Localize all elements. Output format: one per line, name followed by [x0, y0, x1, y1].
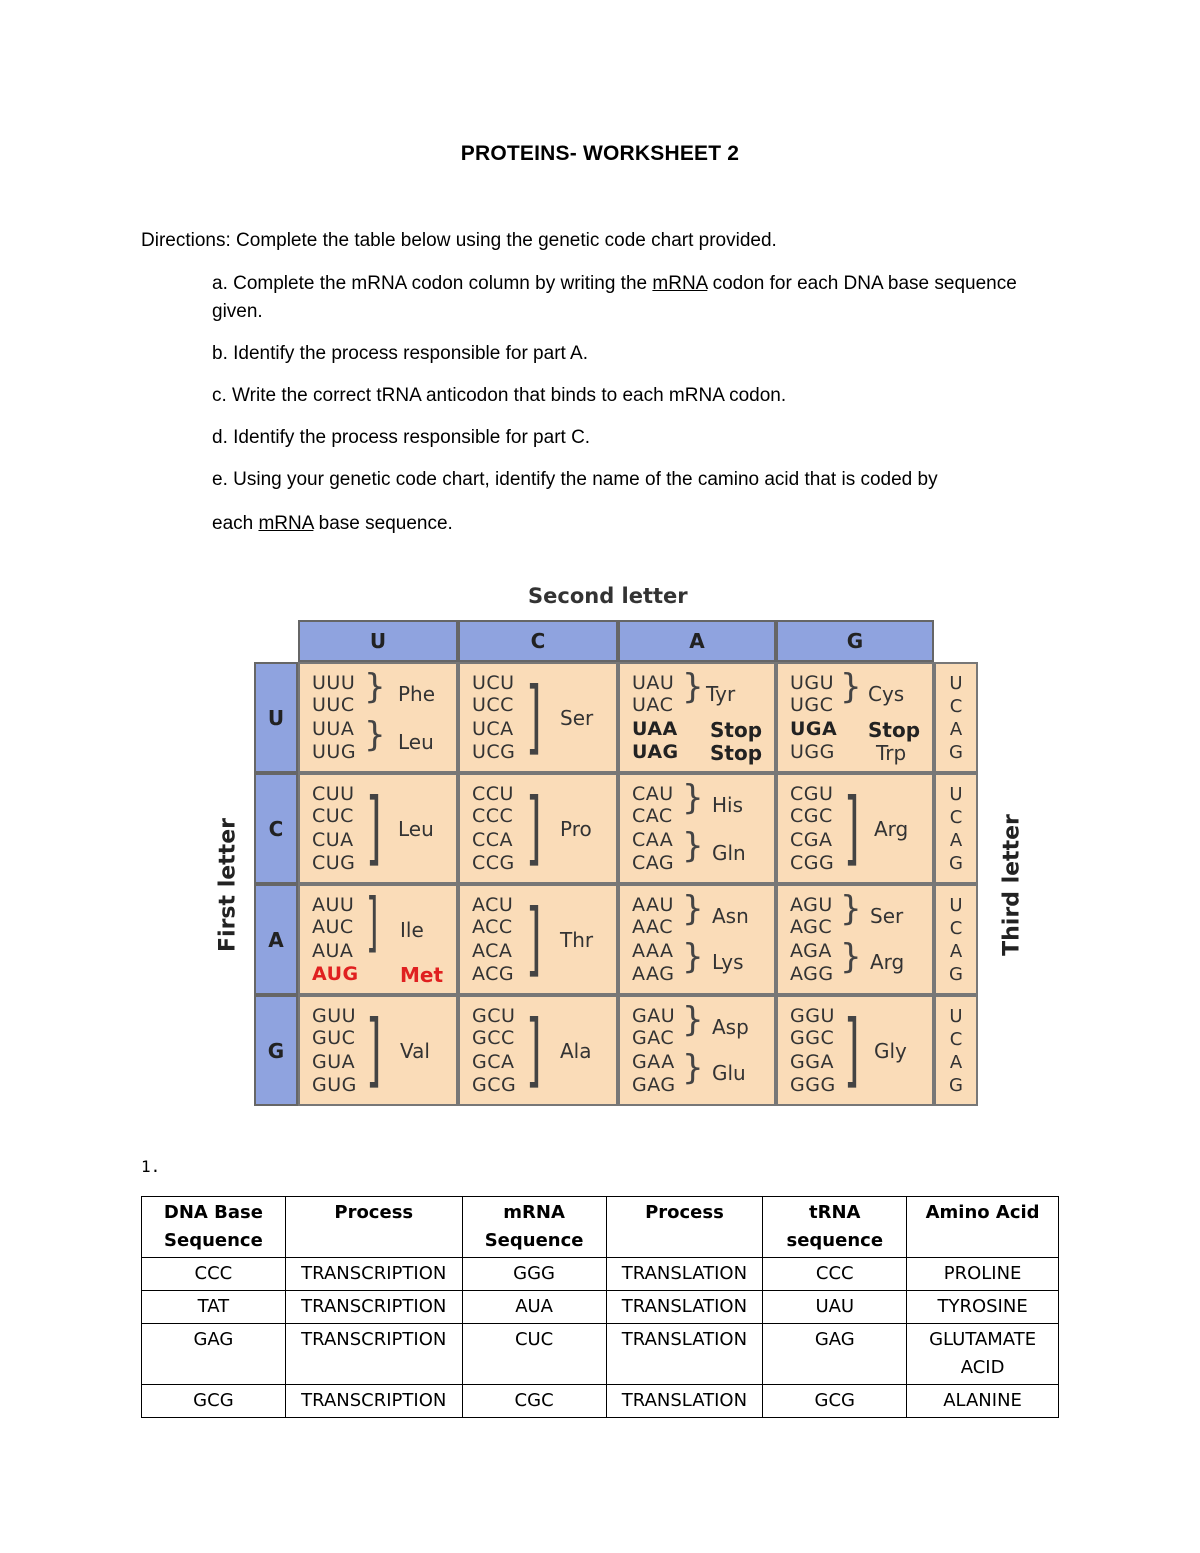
- brace-icon: }: [682, 1048, 704, 1088]
- item-e-text-start: each: [212, 513, 259, 534]
- brace-icon: ]: [366, 886, 379, 960]
- codon: AAA: [632, 940, 674, 962]
- third-base: A: [949, 941, 963, 962]
- item-a-underlined: mRNA: [652, 273, 708, 294]
- header-line: DNA Base: [163, 1202, 263, 1223]
- codon: UUC: [312, 694, 355, 716]
- third-base: G: [949, 742, 963, 763]
- codon: GAU: [632, 1005, 676, 1027]
- codon: UAU: [632, 672, 675, 694]
- amino-acid-label: Lys: [712, 950, 744, 974]
- table-cell: GAG: [142, 1324, 286, 1385]
- header-amino-acid: [907, 1197, 1059, 1258]
- col-header-g: G: [776, 620, 934, 662]
- codon: GGA: [790, 1051, 834, 1073]
- codon: UUA: [312, 718, 355, 740]
- table-row: [142, 1385, 1059, 1418]
- third-base: U: [949, 673, 963, 694]
- codon-cell-uc: [458, 662, 618, 773]
- direction-item-e-continued: [212, 510, 1052, 538]
- amino-acid-label: Val: [400, 1039, 430, 1063]
- brace-icon: ]: [844, 781, 860, 874]
- third-base: G: [949, 853, 963, 874]
- codon: CAC: [632, 805, 673, 827]
- start-amino-acid-label: Met: [400, 963, 444, 987]
- header-process: [606, 1197, 763, 1258]
- row-header-g: G: [254, 995, 298, 1106]
- item-e-underlined: mRNA: [258, 513, 314, 534]
- amino-acid-label: Tyr: [706, 682, 736, 706]
- table-cell: TRANSCRIPTION: [285, 1324, 462, 1385]
- codon: AUU: [312, 894, 355, 916]
- stop-label: Stop: [868, 718, 921, 742]
- third-letter-column-a: [934, 884, 978, 995]
- codon: UUG: [312, 741, 357, 763]
- amino-acid-label: Trp: [876, 741, 907, 765]
- third-base: U: [949, 1006, 963, 1027]
- header-line: Sequence: [164, 1230, 263, 1251]
- table-row: [142, 1324, 1059, 1385]
- codon: AAG: [632, 963, 675, 985]
- codon: CUU: [312, 783, 355, 805]
- codon: UUU: [312, 672, 356, 694]
- codon: AGU: [790, 894, 833, 916]
- brace-icon: ]: [844, 1003, 860, 1096]
- table-row: [142, 1291, 1059, 1324]
- codon: ACA: [472, 940, 513, 962]
- codon: GCU: [472, 1005, 516, 1027]
- codon: CCG: [472, 852, 515, 874]
- codon: GUU: [312, 1005, 357, 1027]
- codon: CUC: [312, 805, 354, 827]
- table-cell: CGC: [462, 1385, 606, 1418]
- table-cell: TAT: [142, 1291, 286, 1324]
- first-letter-label: First letter: [215, 818, 241, 952]
- codon: UCC: [472, 694, 514, 716]
- amino-acid-label: Gly: [874, 1039, 907, 1063]
- answer-table: [141, 1196, 1059, 1418]
- stop-codon: UGA: [790, 718, 838, 740]
- codon: GAA: [632, 1051, 675, 1073]
- codon-cell-aa: [618, 884, 776, 995]
- brace-icon: }: [364, 715, 386, 755]
- third-letter-column-g: [934, 995, 978, 1106]
- direction-item-b: b. Identify the process responsible for part A.: [212, 343, 588, 364]
- table-cell: CUC: [462, 1324, 606, 1385]
- header-line: mRNA: [503, 1202, 565, 1223]
- codon: GUC: [312, 1027, 356, 1049]
- codon: AUC: [312, 916, 354, 938]
- brace-icon: ]: [526, 1003, 542, 1096]
- codon: GGG: [790, 1074, 836, 1096]
- codon-cell-cu: [298, 773, 458, 884]
- amino-acid-label: Arg: [874, 817, 909, 841]
- header-line: Process: [334, 1202, 414, 1223]
- table-cell: TRANSLATION: [606, 1324, 763, 1385]
- amino-acid-label: Ser: [870, 904, 904, 928]
- header-line: tRNA: [809, 1202, 861, 1223]
- codon: GGU: [790, 1005, 835, 1027]
- table-row: [142, 1258, 1059, 1291]
- amino-acid-label: Thr: [560, 928, 594, 952]
- amino-acid-label: Glu: [712, 1061, 746, 1085]
- codon: UCU: [472, 672, 515, 694]
- codon: CGA: [790, 829, 833, 851]
- col-header-c: C: [458, 620, 618, 662]
- brace-icon: }: [682, 778, 704, 818]
- codon: ACU: [472, 894, 514, 916]
- amino-acid-label: Leu: [398, 817, 434, 841]
- codon: UAC: [632, 694, 674, 716]
- amino-acid-label: Asp: [712, 1015, 749, 1039]
- table-cell: GCG: [142, 1385, 286, 1418]
- table-cell: TRANSLATION: [606, 1258, 763, 1291]
- direction-item-e: e. Using your genetic code chart, identify the name of the camino acid that is coded by: [212, 469, 938, 490]
- table-cell: GGG: [462, 1258, 606, 1291]
- codon: UCA: [472, 718, 514, 740]
- brace-icon: ]: [526, 892, 542, 985]
- amino-acid-label: Ala: [560, 1039, 592, 1063]
- third-base: U: [949, 784, 963, 805]
- third-base: C: [949, 918, 963, 939]
- amino-acid-label: Ser: [560, 706, 594, 730]
- amino-acid-label: Leu: [398, 730, 434, 754]
- table-cell: TRANSCRIPTION: [285, 1258, 462, 1291]
- table-cell: GCG: [763, 1385, 907, 1418]
- codon-cell-au: [298, 884, 458, 995]
- table-cell: TRANSCRIPTION: [285, 1385, 462, 1418]
- stop-label: Stop: [710, 718, 763, 742]
- codon: CGU: [790, 783, 834, 805]
- table-cell: GLUTAMATE ACID: [907, 1324, 1059, 1385]
- item-a-text-start: a. Complete the mRNA codon column by writing the: [212, 273, 653, 294]
- row-header-a: A: [254, 884, 298, 995]
- codon: GUG: [312, 1074, 357, 1096]
- codon: AGG: [790, 963, 834, 985]
- amino-acid-label: Gln: [712, 841, 746, 865]
- codon: ACG: [472, 963, 515, 985]
- codon-cell-ua: [618, 662, 776, 773]
- codon: CAA: [632, 829, 674, 851]
- header-process: [285, 1197, 462, 1258]
- table-cell: TRANSLATION: [606, 1385, 763, 1418]
- third-base: C: [949, 1029, 963, 1050]
- stop-codon: UAG: [632, 741, 679, 763]
- amino-acid-label: His: [712, 793, 744, 817]
- codon: CAG: [632, 852, 675, 874]
- brace-icon: }: [682, 937, 704, 977]
- codon: GCA: [472, 1051, 515, 1073]
- col-header-u: U: [298, 620, 458, 662]
- third-base: A: [949, 719, 963, 740]
- amino-acid-label: Arg: [870, 950, 905, 974]
- amino-acid-label: Asn: [712, 904, 749, 928]
- table-cell: UAU: [763, 1291, 907, 1324]
- codon-cell-ac: [458, 884, 618, 995]
- stop-codon: UAA: [632, 718, 678, 740]
- header-line: Process: [645, 1202, 724, 1223]
- amino-acid-label: Phe: [398, 682, 436, 706]
- table-cell: TRANSLATION: [606, 1291, 763, 1324]
- codon: AGA: [790, 940, 832, 962]
- codon: GAG: [632, 1074, 676, 1096]
- third-base: C: [949, 807, 963, 828]
- third-letter-column-c: [934, 773, 978, 884]
- codon: GUA: [312, 1051, 356, 1073]
- header-mrna-sequence: [462, 1197, 606, 1258]
- codon-cell-ca: [618, 773, 776, 884]
- brace-icon: }: [682, 667, 704, 707]
- codon-cell-gc: [458, 995, 618, 1106]
- third-letter-label: Third letter: [999, 814, 1025, 956]
- table-cell: AUA: [462, 1291, 606, 1324]
- question-number: 1.: [141, 1157, 161, 1176]
- codon-cell-ga: [618, 995, 776, 1106]
- worksheet-title: PROTEINS- WORKSHEET 2: [460, 142, 740, 165]
- table-header-row: [142, 1197, 1059, 1258]
- brace-icon: }: [840, 667, 862, 707]
- codon: CCA: [472, 829, 514, 851]
- brace-icon: }: [682, 889, 704, 929]
- codon-cell-gu: [298, 995, 458, 1106]
- third-base: U: [949, 895, 963, 916]
- codon: AUA: [312, 940, 354, 962]
- col-header-a: A: [618, 620, 776, 662]
- brace-icon: ]: [366, 781, 382, 874]
- codon: CGC: [790, 805, 833, 827]
- brace-icon: }: [682, 826, 704, 866]
- codon: GAC: [632, 1027, 675, 1049]
- brace-icon: }: [364, 667, 386, 707]
- codon-cell-cg: [776, 773, 934, 884]
- start-codon: AUG: [312, 963, 359, 985]
- table-cell: CCC: [763, 1258, 907, 1291]
- table-cell: PROLINE: [907, 1258, 1059, 1291]
- codon: AGC: [790, 916, 833, 938]
- directions-text: Directions: Complete the table below using the genetic code chart provided.: [141, 230, 777, 251]
- direction-item-d: d. Identify the process responsible for part C.: [212, 427, 591, 448]
- codon: GCC: [472, 1027, 515, 1049]
- codon: UGG: [790, 741, 835, 763]
- codon-cell-uu: [298, 662, 458, 773]
- header-line: Amino Acid: [925, 1202, 1040, 1223]
- header-line: sequence: [786, 1230, 884, 1251]
- third-letter-column-u: [934, 662, 978, 773]
- codon: CUA: [312, 829, 354, 851]
- header-dna-base-sequence: [142, 1197, 286, 1258]
- table-cell: CCC: [142, 1258, 286, 1291]
- table-cell: TRANSCRIPTION: [285, 1291, 462, 1324]
- row-header-u: U: [254, 662, 298, 773]
- third-base: G: [949, 1075, 963, 1096]
- header-line: Sequence: [484, 1230, 584, 1251]
- third-base: A: [949, 1052, 963, 1073]
- stop-label: Stop: [710, 741, 763, 765]
- brace-icon: }: [682, 1000, 704, 1040]
- second-letter-label: Second letter: [528, 584, 688, 608]
- codon: CUG: [312, 852, 356, 874]
- codon: CAU: [632, 783, 674, 805]
- codon: CCC: [472, 805, 514, 827]
- codon: ACC: [472, 916, 513, 938]
- third-base: C: [949, 696, 963, 717]
- table-cell: ALANINE: [907, 1385, 1059, 1418]
- row-header-c: C: [254, 773, 298, 884]
- third-base: A: [949, 830, 963, 851]
- item-e-text-end: base sequence.: [313, 513, 453, 534]
- codon-cell-ug: [776, 662, 934, 773]
- codon: GCG: [472, 1074, 517, 1096]
- table-cell: TYROSINE: [907, 1291, 1059, 1324]
- amino-acid-label: Ile: [400, 918, 424, 942]
- brace-icon: }: [840, 937, 862, 977]
- codon-cell-cc: [458, 773, 618, 884]
- brace-icon: }: [840, 889, 862, 929]
- codon: CCU: [472, 783, 514, 805]
- codon: UCG: [472, 741, 516, 763]
- amino-acid-label: Cys: [868, 682, 905, 706]
- codon-cell-gg: [776, 995, 934, 1106]
- codon: CGG: [790, 852, 835, 874]
- brace-icon: ]: [366, 1003, 382, 1096]
- table-cell: GAG: [763, 1324, 907, 1385]
- codon: UGU: [790, 672, 835, 694]
- codon: AAC: [632, 916, 673, 938]
- amino-acid-label: Pro: [560, 817, 592, 841]
- codon-cell-ag: [776, 884, 934, 995]
- codon: GGC: [790, 1027, 835, 1049]
- direction-item-a: [212, 270, 1052, 326]
- codon: UGC: [790, 694, 834, 716]
- third-base: G: [949, 964, 963, 985]
- header-trna-sequence: [763, 1197, 907, 1258]
- direction-item-c: c. Write the correct tRNA anticodon that binds to each mRNA codon.: [212, 385, 787, 406]
- brace-icon: ]: [526, 781, 542, 874]
- item-a-text-end: codon for each DNA base sequence given.: [212, 273, 1017, 322]
- codon: AAU: [632, 894, 674, 916]
- brace-icon: ]: [526, 670, 542, 763]
